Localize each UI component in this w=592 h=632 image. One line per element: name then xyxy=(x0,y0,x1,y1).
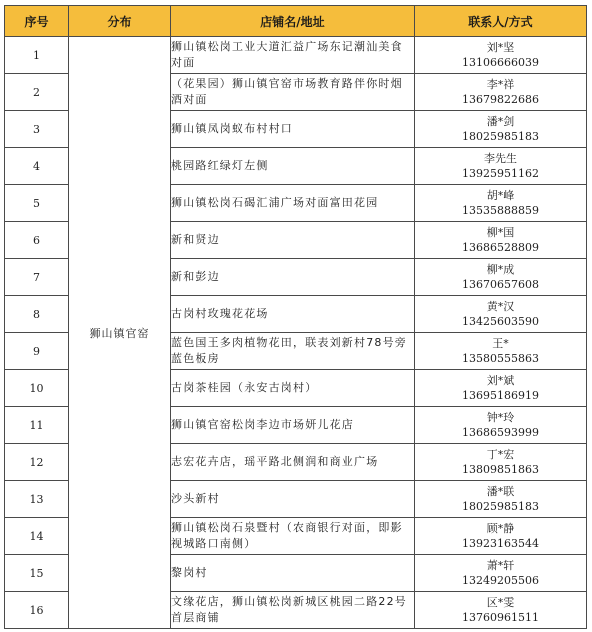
contact-name: 潘*联 xyxy=(486,485,515,498)
row-index: 14 xyxy=(5,518,69,555)
contact-name: 刘*斌 xyxy=(486,374,515,387)
contact-cell xyxy=(415,407,587,444)
row-index: 1 xyxy=(5,37,69,74)
contact-cell xyxy=(415,185,587,222)
store-address: 狮山镇官窑松岗李边市场妍儿花店 xyxy=(171,407,415,444)
contact-phone: 13580555863 xyxy=(462,352,539,365)
contact-phone: 13686593999 xyxy=(462,426,539,439)
store-address: 文缘花店，狮山镇松岗新城区桃园二路22号首层商铺 xyxy=(171,592,415,629)
store-address: 狮山镇凤岗蚁布村村口 xyxy=(171,111,415,148)
store-address: 志宏花卉店，瑶平路北侧润和商业广场 xyxy=(171,444,415,481)
store-address: 狮山镇松岗石泉暨村（农商银行对面，即影视城路口南侧） xyxy=(171,518,415,555)
contact-phone: 13686528809 xyxy=(462,241,539,254)
contact-cell xyxy=(415,74,587,111)
contact-cell xyxy=(415,481,587,518)
contact-phone: 13106666039 xyxy=(462,56,539,69)
header-index: 序号 xyxy=(5,6,69,37)
store-address: 古岗村玫瑰花花场 xyxy=(171,296,415,333)
table-header xyxy=(5,6,587,37)
contact-cell xyxy=(415,592,587,629)
store-address: 狮山镇松岗工业大道汇益广场东记潮汕美食对面 xyxy=(171,37,415,74)
contact-phone: 13809851863 xyxy=(462,463,539,476)
store-address: 黎岗村 xyxy=(171,555,415,592)
contact-cell xyxy=(415,555,587,592)
row-index: 3 xyxy=(5,111,69,148)
contact-phone: 13679822686 xyxy=(462,93,539,106)
contact-phone: 18025985183 xyxy=(462,500,539,513)
contact-cell xyxy=(415,148,587,185)
row-index: 8 xyxy=(5,296,69,333)
contact-phone: 13425603590 xyxy=(462,315,539,328)
contact-name: 丁*宏 xyxy=(486,448,515,461)
store-address: 狮山镇松岗石碣汇浦广场对面富田花园 xyxy=(171,185,415,222)
row-index: 9 xyxy=(5,333,69,370)
contact-name: 黄*汉 xyxy=(486,300,515,313)
contact-phone: 13670657608 xyxy=(462,278,539,291)
contact-name: 柳*成 xyxy=(486,263,515,276)
row-index: 7 xyxy=(5,259,69,296)
contact-name: 王* xyxy=(492,337,509,350)
contact-cell xyxy=(415,518,587,555)
contact-phone: 13535888859 xyxy=(462,204,539,217)
contact-cell xyxy=(415,296,587,333)
row-index: 13 xyxy=(5,481,69,518)
row-index: 11 xyxy=(5,407,69,444)
contact-phone: 13249205506 xyxy=(462,574,539,587)
row-index: 12 xyxy=(5,444,69,481)
contact-cell xyxy=(415,111,587,148)
store-address: 桃园路红绿灯左侧 xyxy=(171,148,415,185)
table-row xyxy=(5,37,587,74)
store-address: 古岗茶桂园（永安古岗村） xyxy=(171,370,415,407)
row-index: 10 xyxy=(5,370,69,407)
contact-phone: 13923163544 xyxy=(462,537,539,550)
store-table xyxy=(4,5,587,629)
contact-name: 胡*峰 xyxy=(486,189,515,202)
area-cell: 狮山镇官窑 xyxy=(69,37,171,629)
header-row xyxy=(5,6,587,37)
contact-name: 顾*静 xyxy=(486,522,515,535)
row-index: 16 xyxy=(5,592,69,629)
store-address: 新和彭边 xyxy=(171,259,415,296)
contact-name: 区*雯 xyxy=(486,596,515,609)
store-address: 蓝色国王多肉植物花田，联表刘新村78号旁蓝色板房 xyxy=(171,333,415,370)
contact-name: 潘*剑 xyxy=(486,115,515,128)
contact-phone: 13695186919 xyxy=(462,389,539,402)
table-body xyxy=(5,37,587,629)
store-address: （花果园）狮山镇官窑市场教育路伴你时烟酒对面 xyxy=(171,74,415,111)
contact-name: 刘*坚 xyxy=(486,41,515,54)
contact-cell xyxy=(415,259,587,296)
contact-phone: 13925951162 xyxy=(462,167,539,180)
contact-cell xyxy=(415,333,587,370)
store-address: 沙头新村 xyxy=(171,481,415,518)
contact-cell xyxy=(415,370,587,407)
contact-cell xyxy=(415,222,587,259)
contact-phone: 18025985183 xyxy=(462,130,539,143)
contact-phone: 13760961511 xyxy=(462,611,539,624)
contact-name: 萧*轩 xyxy=(486,559,515,572)
contact-name: 李先生 xyxy=(484,152,517,165)
header-area: 分布 xyxy=(69,6,171,37)
row-index: 5 xyxy=(5,185,69,222)
contact-cell xyxy=(415,37,587,74)
contact-name: 钟*玲 xyxy=(486,411,515,424)
row-index: 6 xyxy=(5,222,69,259)
store-address: 新和贤边 xyxy=(171,222,415,259)
header-address: 店铺名/地址 xyxy=(171,6,415,37)
row-index: 2 xyxy=(5,74,69,111)
contact-cell xyxy=(415,444,587,481)
contact-name: 柳*国 xyxy=(486,226,515,239)
contact-name: 李*祥 xyxy=(486,78,515,91)
row-index: 15 xyxy=(5,555,69,592)
row-index: 4 xyxy=(5,148,69,185)
header-contact: 联系人/方式 xyxy=(415,6,587,37)
